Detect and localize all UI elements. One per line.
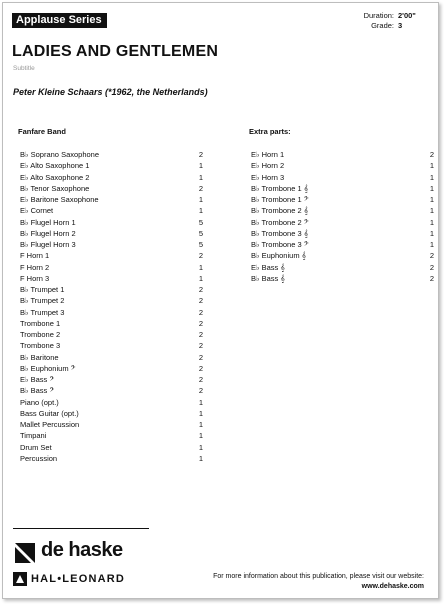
part-name: B♭ Trombone 1 𝄢 — [251, 195, 309, 204]
part-name: Percussion — [20, 453, 58, 463]
part-row — [251, 217, 434, 228]
part-name: B♭ Trombone 3 𝄞 — [251, 228, 309, 238]
publisher-logos — [13, 533, 149, 593]
part-name: F Horn 1 — [20, 251, 50, 261]
part-quantity: 1 — [198, 431, 203, 441]
part-name: B♭ Trumpet 1 — [20, 285, 65, 294]
part-quantity: 2 — [198, 251, 203, 261]
part-row — [20, 385, 203, 396]
part-name: B♭ Euphonium 𝄞 — [251, 251, 307, 261]
part-quantity: 2 — [198, 330, 203, 339]
score-cover-page — [2, 2, 439, 599]
part-name: Piano (opt.) — [20, 397, 59, 407]
part-quantity: 1 — [429, 228, 434, 238]
part-quantity: 1 — [198, 262, 203, 272]
fanfare-parts-list — [20, 149, 203, 464]
part-name: E♭ Cornet — [20, 206, 54, 216]
part-quantity: 1 — [429, 161, 434, 171]
part-name: B♭ Flugel Horn 1 — [20, 217, 76, 227]
part-quantity: 2 — [198, 352, 203, 362]
part-row — [20, 352, 203, 363]
part-quantity: 2 — [198, 341, 203, 351]
part-quantity: 2 — [429, 262, 434, 272]
part-name: B♭ Tenor Saxophone — [20, 183, 90, 193]
more-info-block — [213, 572, 424, 592]
part-quantity: 1 — [198, 273, 203, 283]
part-row — [20, 374, 203, 385]
part-quantity: 1 — [198, 442, 203, 452]
part-name: B♭ Flugel Horn 2 — [20, 228, 76, 238]
part-name: B♭ Flugel Horn 3 — [20, 240, 76, 249]
part-quantity: 1 — [429, 172, 434, 182]
hal-leonard-wordmark: HAL•LEONARD — [31, 573, 126, 585]
piece-title: LADIES AND GENTLEMEN — [12, 43, 219, 60]
part-name: Trombone 3 — [20, 341, 61, 351]
part-quantity: 1 — [198, 161, 203, 171]
duration-label: Duration: — [363, 11, 394, 20]
duration-row — [364, 11, 422, 21]
part-row — [20, 284, 203, 295]
part-row — [251, 239, 434, 250]
footer-divider — [13, 528, 149, 529]
part-quantity: 1 — [198, 420, 203, 429]
part-row — [20, 250, 203, 261]
de-haske-logo-icon — [13, 541, 39, 567]
part-quantity: 5 — [198, 240, 203, 249]
part-quantity: 2 — [198, 318, 203, 328]
part-row — [20, 318, 203, 329]
part-name: B♭ Trombone 2 𝄢 — [251, 217, 309, 227]
part-quantity: 2 — [198, 307, 203, 317]
part-quantity: 1 — [429, 195, 434, 204]
part-quantity: 1 — [429, 240, 434, 249]
part-name: B♭ Trombone 2 𝄞 — [251, 206, 309, 216]
part-row — [20, 363, 203, 374]
part-name: F Horn 2 — [20, 262, 50, 272]
part-row — [251, 228, 434, 239]
part-row — [251, 194, 434, 205]
part-name: Bass Guitar (opt.) — [20, 408, 79, 418]
part-row — [20, 307, 203, 318]
part-quantity: 2 — [429, 150, 434, 159]
part-name: B♭ Soprano Saxophone — [20, 150, 100, 159]
part-name: Trombone 1 — [20, 318, 61, 328]
part-quantity: 1 — [429, 217, 434, 227]
part-name: E♭ Horn 2 — [251, 161, 285, 171]
part-quantity: 2 — [198, 363, 203, 373]
part-row — [20, 205, 203, 216]
part-row — [20, 217, 203, 228]
part-name: E♭ Alto Saxophone 2 — [20, 172, 90, 182]
part-quantity: 2 — [429, 273, 434, 283]
part-name: B♭ Trombone 3 𝄢 — [251, 240, 309, 249]
part-row — [20, 172, 203, 183]
part-name: B♭ Baritone — [20, 352, 59, 362]
piece-subtitle: Subtitle — [13, 65, 35, 72]
part-name: Timpani — [20, 431, 47, 441]
part-row — [20, 183, 203, 194]
part-row — [20, 228, 203, 239]
part-row — [20, 149, 203, 160]
fanfare-band-heading: Fanfare Band — [18, 127, 66, 136]
series-badge: Applause Series — [12, 13, 107, 28]
part-name: Trombone 2 — [20, 330, 61, 339]
grade-row — [364, 21, 422, 31]
part-quantity: 1 — [198, 195, 203, 204]
part-row — [251, 172, 434, 183]
duration-grade-block — [364, 11, 422, 31]
part-row — [20, 329, 203, 340]
part-name: E♭ Alto Saxophone 1 — [20, 161, 90, 171]
part-row — [20, 397, 203, 408]
hal-leonard-logo-icon — [13, 572, 27, 586]
part-quantity: 2 — [198, 375, 203, 384]
part-row — [20, 194, 203, 205]
part-quantity: 5 — [198, 228, 203, 238]
part-name: Drum Set — [20, 442, 52, 452]
part-row — [251, 205, 434, 216]
part-row — [20, 340, 203, 351]
part-row — [251, 183, 434, 194]
part-quantity: 2 — [198, 150, 203, 159]
duration-value: 2'00" — [398, 11, 416, 20]
part-row — [20, 442, 203, 453]
part-name: E♭ Bass 𝄢 — [20, 375, 55, 384]
part-row — [20, 273, 203, 284]
part-name: B♭ Bass 𝄢 — [20, 386, 55, 396]
part-name: E♭ Horn 1 — [251, 150, 285, 159]
more-info-text: For more information about this publication, please visit our website: — [213, 573, 424, 580]
part-quantity: 1 — [198, 408, 203, 418]
part-row — [251, 160, 434, 171]
part-row — [20, 408, 203, 419]
composer-credit: Peter Kleine Schaars (*1962, the Netherlands) — [13, 87, 208, 97]
part-quantity: 1 — [198, 453, 203, 463]
grade-value: 3 — [398, 21, 403, 30]
part-row — [20, 262, 203, 273]
part-row — [20, 453, 203, 464]
part-quantity: 1 — [429, 206, 434, 216]
part-name: B♭ Trumpet 2 — [20, 296, 65, 306]
website-link[interactable]: www.dehaske.com — [361, 583, 424, 590]
part-row — [20, 430, 203, 441]
part-quantity: 2 — [198, 296, 203, 306]
part-row — [20, 239, 203, 250]
part-name: F Horn 3 — [20, 273, 50, 283]
part-quantity: 1 — [198, 206, 203, 216]
part-name: E♭ Horn 3 — [251, 172, 285, 182]
part-quantity: 2 — [429, 251, 434, 261]
part-name: B♭ Trombone 1 𝄞 — [251, 183, 309, 193]
part-row — [20, 160, 203, 171]
de-haske-wordmark: de haske — [41, 539, 123, 561]
part-quantity: 2 — [198, 183, 203, 193]
part-quantity: 5 — [198, 217, 203, 227]
part-quantity: 1 — [429, 183, 434, 193]
part-name: B♭ Euphonium 𝄢 — [20, 363, 76, 373]
part-row — [251, 149, 434, 160]
part-quantity: 1 — [198, 172, 203, 182]
part-name: E♭ Bass 𝄞 — [251, 262, 285, 272]
part-row — [251, 250, 434, 261]
grade-label: Grade: — [371, 21, 394, 30]
part-row — [20, 419, 203, 430]
part-name: B♭ Trumpet 3 — [20, 307, 65, 317]
part-row — [251, 273, 434, 284]
part-name: E♭ Baritone Saxophone — [20, 195, 99, 204]
part-quantity: 1 — [198, 397, 203, 407]
part-name: B♭ Bass 𝄞 — [251, 273, 285, 283]
extra-parts-list — [251, 149, 434, 284]
part-row — [20, 295, 203, 306]
part-quantity: 2 — [198, 386, 203, 396]
part-name: Mallet Percussion — [20, 420, 80, 429]
part-quantity: 2 — [198, 285, 203, 294]
part-row — [251, 262, 434, 273]
extra-parts-heading: Extra parts: — [249, 127, 291, 136]
